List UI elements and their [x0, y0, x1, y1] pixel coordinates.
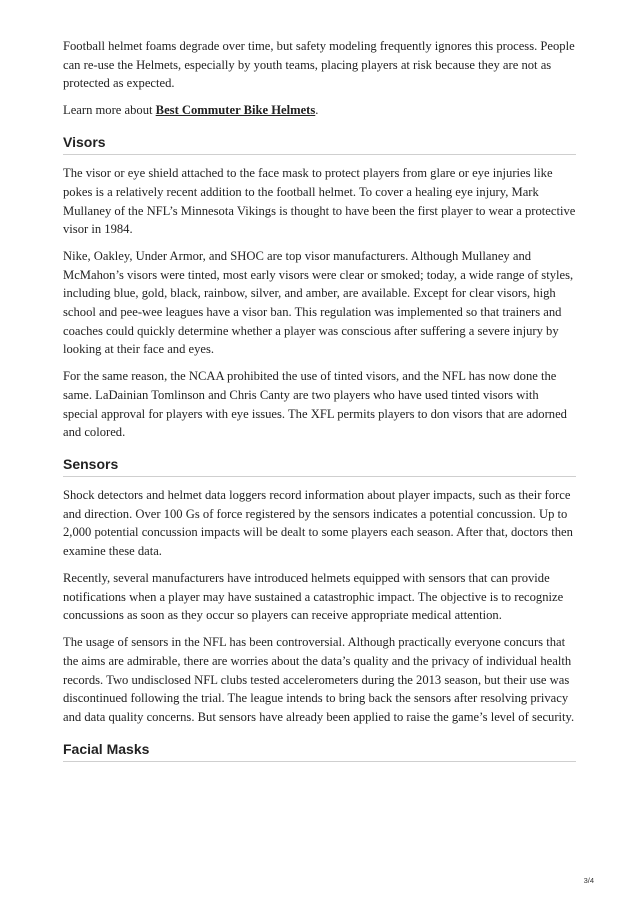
visors-paragraph-1: The visor or eye shield attached to the face mask to protect players from glare or eye injuries like pokes is a relatively recent addition to the football helmet. To cover a healing eye injury, Mark Mullaney of the NFL’s Minnesota Vikings is thought to have been the first player to wear a protective visor in 1984.	[63, 166, 576, 237]
visors-paragraph-3: For the same reason, the NCAA prohibited the use of tinted visors, and the NFL has now done the same. LaDainian Tomlinson and Chris Canty are two players who have used tinted visors with special approval for players with eye issues. The XFL permits players to don visors that are adorned and colored.	[63, 369, 567, 440]
sensors-paragraph-1: Shock detectors and helmet data loggers record information about player impacts, such as their force and direction. Over 100 Gs of force registered by the sensors indicates a potential concussion. Up to 2,000 potential concussion impacts will be dealt to some players each season. After that, doctors then examine these data.	[63, 488, 573, 558]
document-page	[63, 37, 576, 771]
sensors-paragraph-3: The usage of sensors in the NFL has been controversial. Although practically everyone concurs that the aims are admirable, there are worries about the data’s quality and the privacy of individual health records. Two undisclosed NFL clubs tested accelerometers during the 2013 season, but their use was discontinued following the trial. The league intends to bring back the sensors after resolving privacy and data quality concerns. But sensors have already been applied to raise the game’s level of security.	[63, 635, 575, 724]
page-number: 3/4	[583, 876, 594, 885]
sensors-paragraph-2: Recently, several manufacturers have introduced helmets equipped with sensors that can provide notifications when a player may have sustained a catastrophic impact. The objective is to recognize concussions as soon as they occur so players can receive appropriate medical attention.	[63, 571, 564, 623]
learn-more-suffix: .	[315, 103, 319, 118]
facial-masks-heading: Facial Masks	[63, 735, 576, 762]
visors-paragraph-2: Nike, Oakley, Under Armor, and SHOC are top visor manufacturers. Although Mullaney and McMahon’s visors were tinted, most early visors were clear or smoked; today, a wide range of styles, including blue, gold, black, rainbow, silver, and amber, are available. Except for clear visors, high school and pee-wee leagues have a visor ban. This regulation was implemented so that trainers and coaches could quickly determine whether a player was conscious after suffering a severe injury by looking at their face and eyes.	[63, 249, 574, 357]
learn-more-paragraph	[63, 101, 576, 120]
visors-heading: Visors	[63, 128, 576, 155]
intro-paragraph: Football helmet foams degrade over time, but safety modeling frequently ignores this process. People can re-use the Helmets, especially by youth teams, placing players at risk because they are not as protected as expected.	[63, 39, 575, 91]
learn-more-prefix: Learn more about	[63, 103, 156, 118]
best-commuter-bike-helmets-link[interactable]: Best Commuter Bike Helmets	[155, 103, 316, 118]
sensors-heading: Sensors	[63, 450, 576, 477]
